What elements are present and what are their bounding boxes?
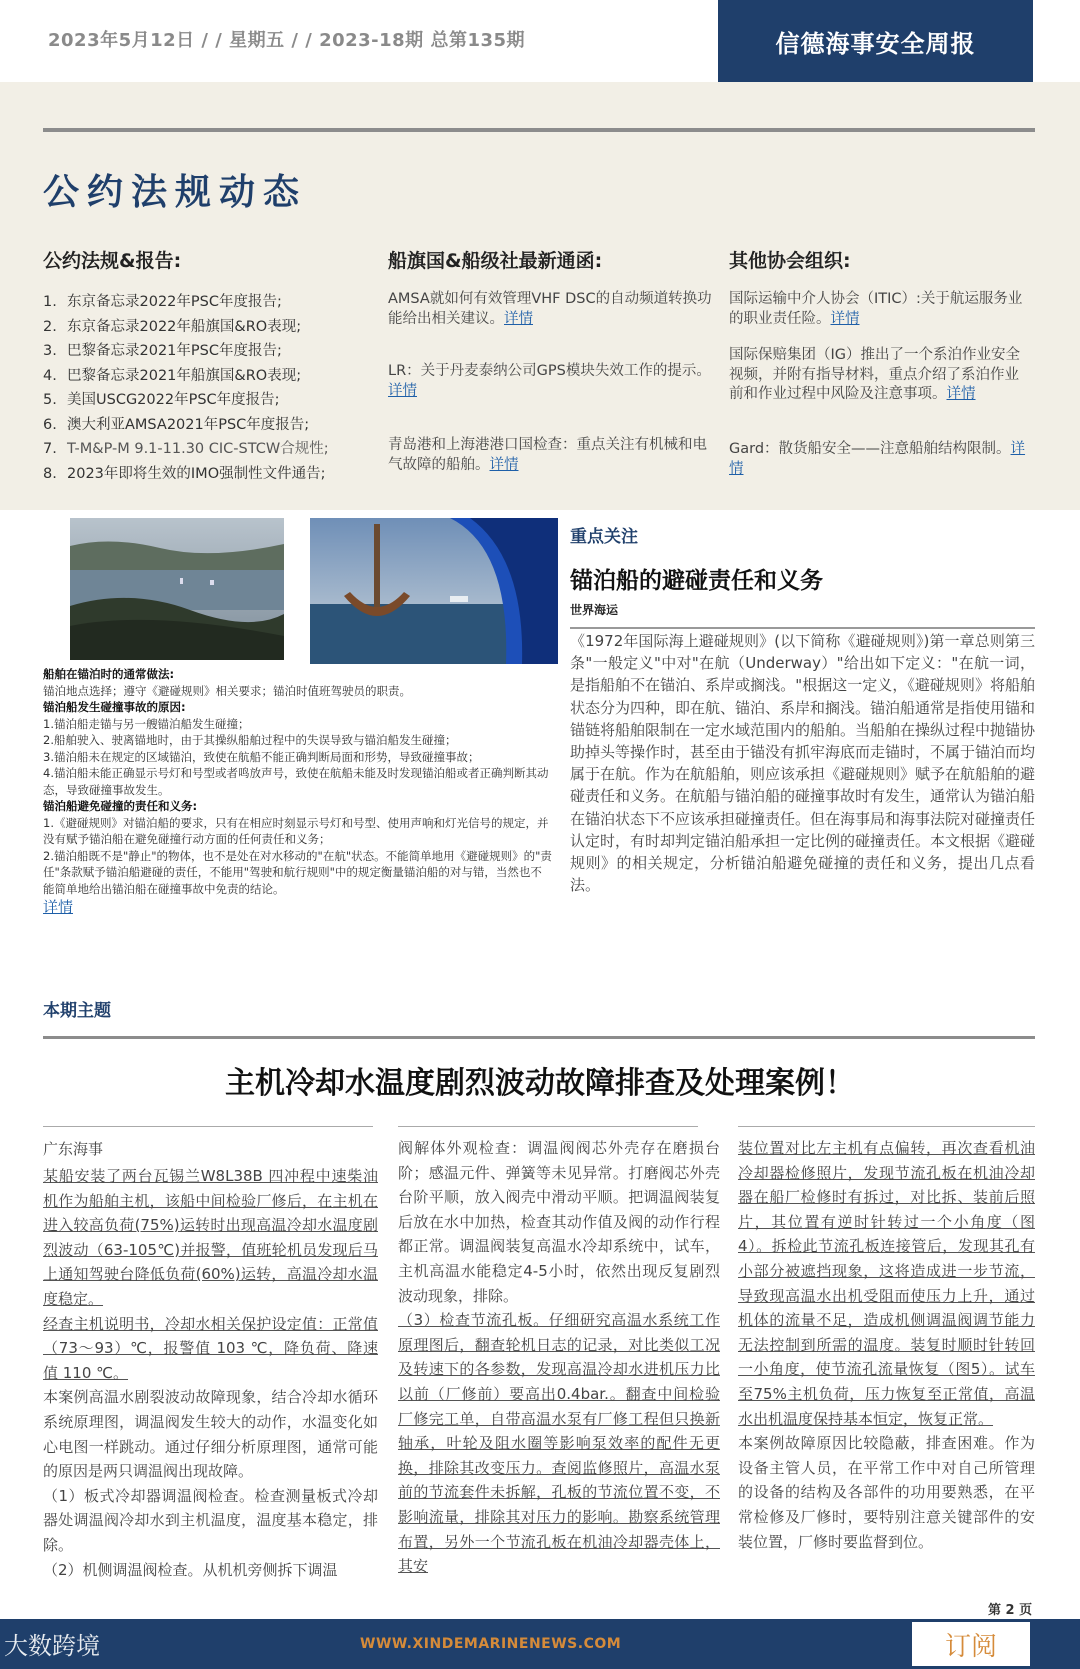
notes-heading: 锚泊船避免碰撞的责任和义务: [43, 799, 198, 813]
harbor-photo [70, 518, 284, 660]
section-divider [43, 128, 1035, 132]
detail-link[interactable]: 详情 [504, 310, 533, 327]
theme-column-2: 阀解体外观检查：调温阀阀芯外壳存在磨损台阶；感温元件、弹簧等未见异常。打磨阀芯外壳台阶平顺，放入阀壳中滑动平顺。把调温阀装复后放在水中加热，检查其动作值及阀的动作行程都正常。调温阀装复高温水冷却系统中，试车，主机高温水能稳定4-5小时，依然出现反复剧烈波动现象，排除。 （3）检查节流孔板。仔细研究高温水系统工作原理图后，翻查轮机日志的记录，对比类似工况及转速下的各参数，发现高温冷却水进机压力比以前（厂修前）要高出0.4bar.。翻查中间检验厂修完工单，自带高温水泵有厂修工程但只换新轴承，叶轮及阻水圈等影响泵效率的配件无更换，排除其改变压力。查阅监修照片，高温水泵前的节流套件未拆解，孔板的节流位置不变，不影响流量，排除其对压力的影响。勘察系统管理布置，另外一个节流孔板在机油冷却器壳体上，其安 [398, 1139, 720, 1576]
detail-link[interactable]: 详情 [946, 386, 976, 402]
theme-title: 主机冷却水温度剧烈波动故障排查及处理案例！ [225, 1066, 855, 1101]
column-rule [43, 1126, 373, 1127]
regulations-section [0, 82, 1080, 510]
notes-text: 2.锚泊船既不是"静止"的物体，也不是处在对水移动的"在航"状态。不能简单地用《避碰规则》的"责任"条款赋予锚泊船避碰的责任，不能用"驾驶和航行规则"中的规定衡量锚泊船的对与错，当然也不能简单地给出锚泊船在碰撞事故中免责的结论。 [43, 848, 552, 896]
list-item[interactable]: 5. 美国USCG2022年PSC年度报告; [43, 392, 280, 408]
list-item[interactable]: 1. 东京备忘录2022年PSC年度报告; [43, 294, 282, 310]
flag-item: 青岛港和上海港港口国检查：重点关注有机械和电气故障的船舶。详情 [388, 437, 707, 473]
assoc-item: 国际运输中介人协会（ITIC）:关于航运服务业的职业责任险。详情 [729, 291, 1023, 327]
column-rule [738, 1126, 1035, 1127]
assoc-item: 国际保赔集团（IG）推出了一个系泊作业安全视频，并附有指导材料，重点介绍了系泊作业前和作业过程中风险及注意事项。详情 [729, 347, 1021, 402]
watermark-logo: 大数跨境 [4, 1632, 100, 1660]
reports-list [43, 290, 373, 486]
detail-link[interactable]: 详情 [729, 441, 1026, 477]
notes-text: 锚泊地点选择；遵守《避碰规则》相关要求；锚泊时值班驾驶员的职责。 [43, 683, 411, 698]
reports-heading: 公约法规&报告: [43, 250, 182, 272]
footer-url[interactable]: WWW.XINDEMARINENEWS.COM [360, 1636, 622, 1652]
list-item[interactable]: 7. T-M&P-M 9.1-11.30 CIC-STCW合规性; [43, 441, 329, 457]
notes-text: 1.锚泊船走锚与另一艘锚泊船发生碰撞； [43, 716, 250, 731]
list-item[interactable]: 6. 澳大利亚AMSA2021年PSC年度报告; [43, 416, 310, 433]
feature-title[interactable]: 锚泊船的避碰责任和义务 [570, 568, 823, 594]
subscribe-button[interactable]: 订阅 [912, 1622, 1030, 1666]
theme-source: 广东海事 [43, 1140, 104, 1158]
list-item[interactable]: 8. 2023年即将生效的IMO强制性文件通告; [43, 465, 326, 482]
section-title: 公约法规动态 [43, 172, 308, 213]
flag-heading: 船旗国&船级社最新通函: [388, 250, 603, 272]
notes-text: 2.船舶驶入、驶离锚地时，由于其操纵船舶过程中的失误导致与锚泊船发生碰撞； [43, 733, 457, 747]
feature-label: 重点关注 [570, 527, 638, 547]
notes-text: 4.锚泊船未能正确显示号灯和号型或者鸣放声号，致使在航船未能及时发现锚泊船或者正确判断其动态，导致碰撞事故发生。 [43, 766, 549, 797]
issue-meta: 2023年5月12日 / / 星期五 / / 2023-18期 总第135期 [48, 30, 526, 51]
brand-title: 信德海事安全周报 [718, 0, 1033, 82]
list-item[interactable]: 3. 巴黎备忘录2021年PSC年度报告; [43, 343, 282, 359]
feature-notes [43, 666, 553, 916]
detail-link[interactable]: 详情 [388, 382, 417, 399]
assoc-item: Gard：散货船安全——注意船舶结构限制。详情 [729, 441, 1026, 477]
list-item[interactable]: 4. 巴黎备忘录2021年船旗国&RO表现; [43, 367, 302, 384]
detail-link[interactable]: 详情 [489, 456, 519, 473]
notes-text: 1.《避碰规则》对锚泊船的要求，只有在相应时刻显示号灯和号型、使用声响和灯光信号的规定，并没有赋予锚泊船在避免碰撞行动方面的任何责任和义务； [43, 815, 549, 846]
theme-column-3: 装位置对比左主机有点偏转，再次查看机油冷却器检修照片，发现节流孔板在机油冷却器在船厂检修时有拆过，对比拆、装前后照片，其位置有逆时针转过一个小角度（图4）。拆检此节流孔板连接管后，发现其孔有小部分被遮挡现象，这将造成进一步节流，导致现高温水出机受阻而使压力上升，通过机体的流量不足，造成机侧调温阀调节能力无法控制到所需的温度。装复时顺时针转回一小角度，使节流孔流量恢复（图5）。试车至75%主机负荷，压力恢复至正常值，高温水出机温度保持基本恒定，恢复正常。 本案例故障原因比较隐蔽，排查困难。作为设备主管人员，在平常工作中对自己所管理的设备的结构及各部件的功用要熟悉，在平常检修及厂修时，要特别注意关键部件的安装位置，厂修时要监督到位。 [738, 1139, 1035, 1551]
theme-column-1: 某船安装了两台瓦锡兰W8L38B 四冲程中速柴油机作为船舶主机，该船中间检验厂修后，在主机在进入较高负荷(75%)运转时出现高温冷却水温度剧烈波动（63-105℃)并报警，值班轮机员发现后马上通知驾驶台降低负荷(60%)运转，高温冷却水温度稳定。 经查主机说明书，冷却水相关保护设定值：正常值（73～93）℃，报警值 103 ℃，降负荷、降速值 110 ℃。 本案例高温水剧裂波动故障现象，结合冷却水循环系统原理图，调温阀发生较大的动作，水温变化如心电图一样跳动。通过仔细分析原理图，通常可能的原因是两只调温阀出现故障。 （1）板式冷却器调温阀检查。检查测量板式冷却器处调温阀冷却水到主机温度，温度基本稳定，排除。 （2）机侧调温阀检查。从机机旁侧拆下调温 [43, 1167, 378, 1579]
feature-source: 世界海运 [570, 603, 619, 617]
page-header [0, 0, 1080, 82]
assoc-heading: 其他协会组织: [729, 250, 851, 272]
feature-body: 《1972年国际海上避碰规则》(以下简称《避碰规则》)第一章总则第三条"一般定义"中对"在航（Underway）"给出如下定义："在航一词，是指船舶不在锚泊、系岸或搁浅。"根据这一定义，《避碰规则》将船舶状态分为四种，即在航、锚泊、系岸和搁浅。锚泊船通常是指使用锚和锚链将船舶限制在一定水域范围内的船舶。当船舶在操纵过程中抛锚协助掉头等操作时，甚至由于锚没有抓牢海底而走锚时，不属于锚泊而均属于在航。作为在航船舶，则应该承担《避碰规则》赋予在航船舶的避碰责任和义务。在航船与锚泊船的碰撞事故时有发生，通常认为锚泊船在锚泊状态下不应该承担碰撞责任。但在海事局和海事法院对碰撞责任认定时，有时却判定锚泊船承担一定比例的碰撞责任。本文根据《避碰规则》的相关规定，分析锚泊船避免碰撞的责任和义务，提出几点看法。 [570, 632, 1036, 895]
notes-text: 3.锚泊船未在规定的区域锚泊，致使在航船不能正确判断局面和形势，导致碰撞事故； [43, 749, 480, 764]
page-number: 第 2 页 [988, 1603, 1033, 1618]
flag-item: LR：关于丹麦泰纳公司GPS模块失效工作的提示。详情 [388, 363, 711, 399]
theme-divider [43, 1036, 1035, 1039]
notes-heading: 锚泊船发生碰撞事故的原因: [43, 700, 186, 714]
theme-label: 本期主题 [43, 1001, 111, 1021]
detail-link[interactable]: 详情 [43, 898, 74, 916]
flag-item: AMSA就如何有效管理VHF DSC的自动频道转换功能给出相关建议。详情 [388, 291, 712, 327]
list-item[interactable]: 2. 东京备忘录2022年船旗国&RO表现; [43, 318, 302, 335]
feature-divider [570, 627, 1035, 629]
anchor-photo [310, 518, 558, 664]
column-rule [398, 1126, 698, 1127]
detail-link[interactable]: 详情 [830, 310, 860, 327]
notes-heading: 船舶在锚泊时的通常做法: [43, 667, 175, 681]
